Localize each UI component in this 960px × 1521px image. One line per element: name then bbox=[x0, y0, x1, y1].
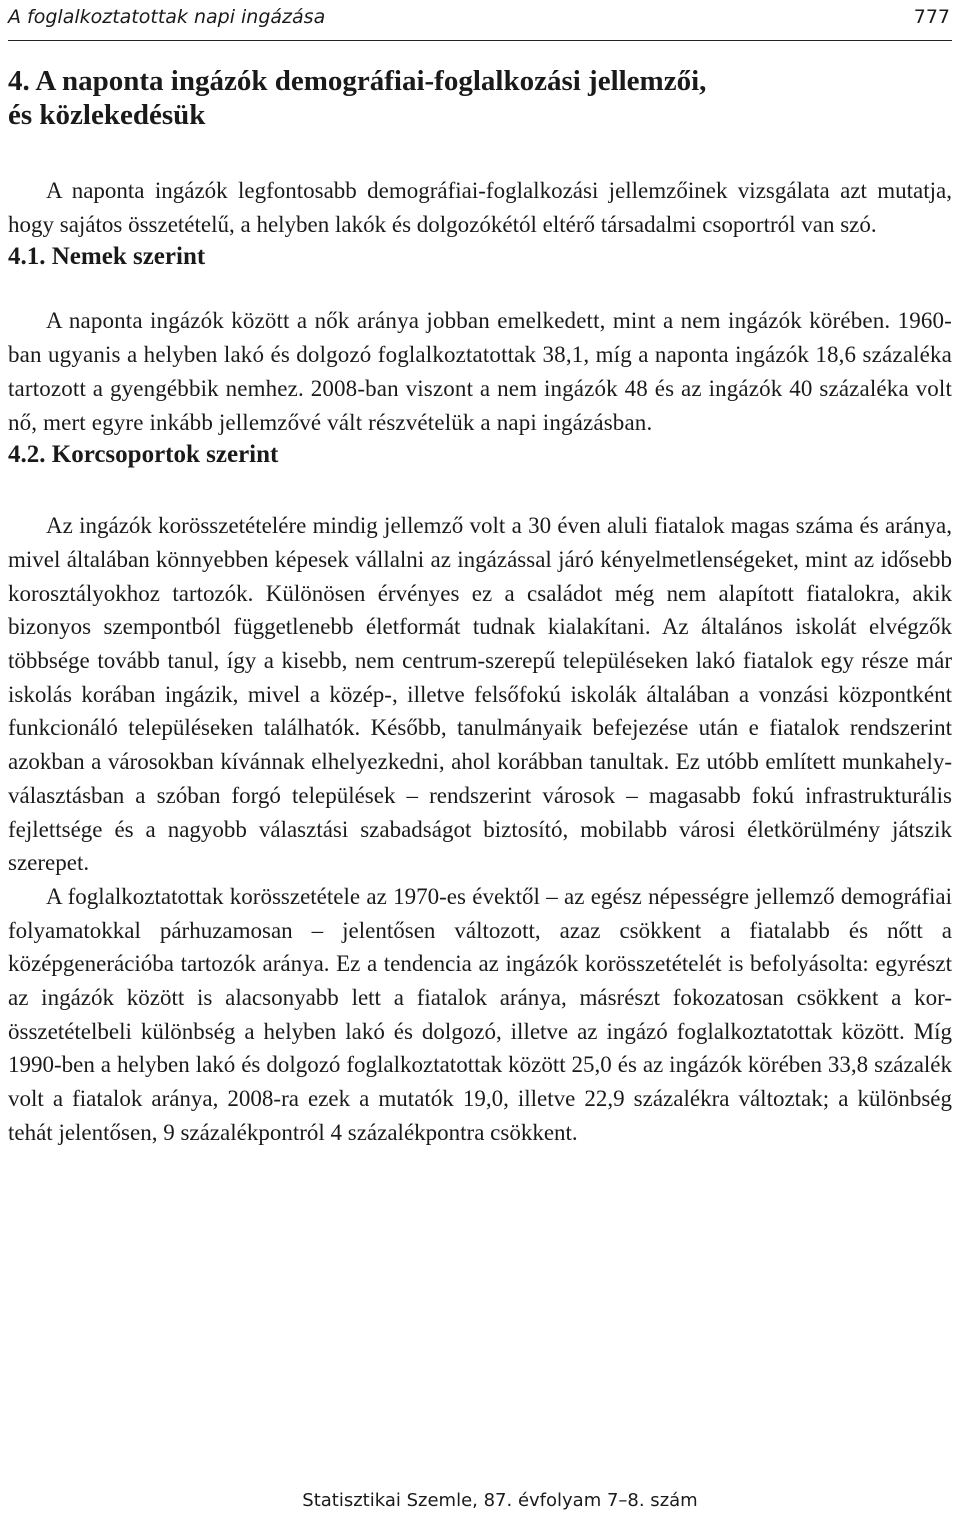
chapter-title-line-1: 4. A naponta ingázók demográfiai-foglalkozási jellemzői, bbox=[8, 65, 707, 97]
header-section-title: A foglalkoztatottak napi ingázása bbox=[8, 6, 326, 28]
chapter-intro-paragraph: A naponta ingázók legfontosabb demográfiai-foglalkozási jellemzőinek vizsgálata azt mutatja, hogy sajátos összetételű, a helyben lakók és dolgozókétól eltérő társadalmi csoportról van szó. bbox=[8, 178, 952, 237]
section-heading-gender: 4.1. Nemek szerint bbox=[8, 243, 206, 271]
chapter-title-line-2: és közlekedésük bbox=[8, 99, 206, 131]
section-gender-paragraph: A naponta ingázók között a nők aránya jobban emelkedett, mint a nem ingázók körében. 1960-ban ugyanis a helyben lakó és dolgozó foglalkoztatottak 38,1, míg a naponta ingázók 18,6 százaléka tartozott a gyengébbik nemhez. 2008-ban viszont a nem ingázók 48 és az ingázók 40 százaléka volt nő, mert egyre inkább jellemzővé vált részvételük a napi ingázásban. bbox=[8, 308, 952, 435]
page-number: 777 bbox=[913, 6, 950, 28]
running-header bbox=[8, 0, 952, 41]
page-body bbox=[8, 64, 952, 1150]
chapter-title bbox=[8, 64, 952, 132]
section-heading-age-groups: 4.2. Korcsoportok szerint bbox=[8, 441, 279, 469]
section-age-paragraph-1: Az ingázók korösszetételére mindig jellemző volt a 30 éven aluli fiatalok magas száma és aránya, mivel általában könnyebben képesek vállalni az ingázással járó kényelmetlenségeket, mint az idősebb korosztályokhoz tartozók. Különösen érvényes ez a családot még nem alapított fiatalokra, akik bizonyos szempontból függetlenebb életformát tudnak kialakítani. Az általános iskolát elvégzők többsége tovább tanul, így a kisebb, nem centrum-szerepű településeken lakó fiatalok egy része már iskolás korában ingázik, mivel a közép-, illetve felsőfokú iskolák általában a vonzási központként funkcionáló településeken találhatók. Később, tanulmányaik befejezése után e fiatalok rendszerint azokban a városokban kívánnak elhelyezkedni, ahol korábban tanultak. Ez utóbb említett munkahely-választásban a szóban forgó települések – rendszerint városok – magasabb fokú infrastrukturális fejlettsége és a nagyobb választási szabadságot biztosító, mobilabb városi életkörülmény játszik szerepet. bbox=[8, 513, 952, 876]
running-footer: Statisztikai Szemle, 87. évfolyam 7–8. szám bbox=[302, 1490, 698, 1511]
section-age-paragraph-2: A foglalkoztatottak korösszetétele az 1970-es évektől – az egész népességre jellemző demográfiai folyamatokkal párhuzamosan – jelentősen változott, azaz csökkent a fiatalabb és nőtt a középgenerációba tartozók aránya. Ez a tendencia az ingázók korösszetételét is befolyásolta: egyrészt az ingázók között is alacsonyabb lett a fiatalok aránya, másrészt fokozatosan csökkent a kor-összetételbeli különbség a helyben lakó és dolgozó, illetve az ingázó foglalkoztatottak között. Míg 1990-ben a helyben lakó és dolgozó foglalkoztatottak között 25,0 és az ingázók körében 33,8 százalék volt a fiatalok aránya, 2008-ra ezek a mutatók 19,0, illetve 22,9 százalékra változtak; a különbség tehát jelentősen, 9 százalékpontról 4 százalékpontra csökkent. bbox=[8, 883, 952, 1145]
